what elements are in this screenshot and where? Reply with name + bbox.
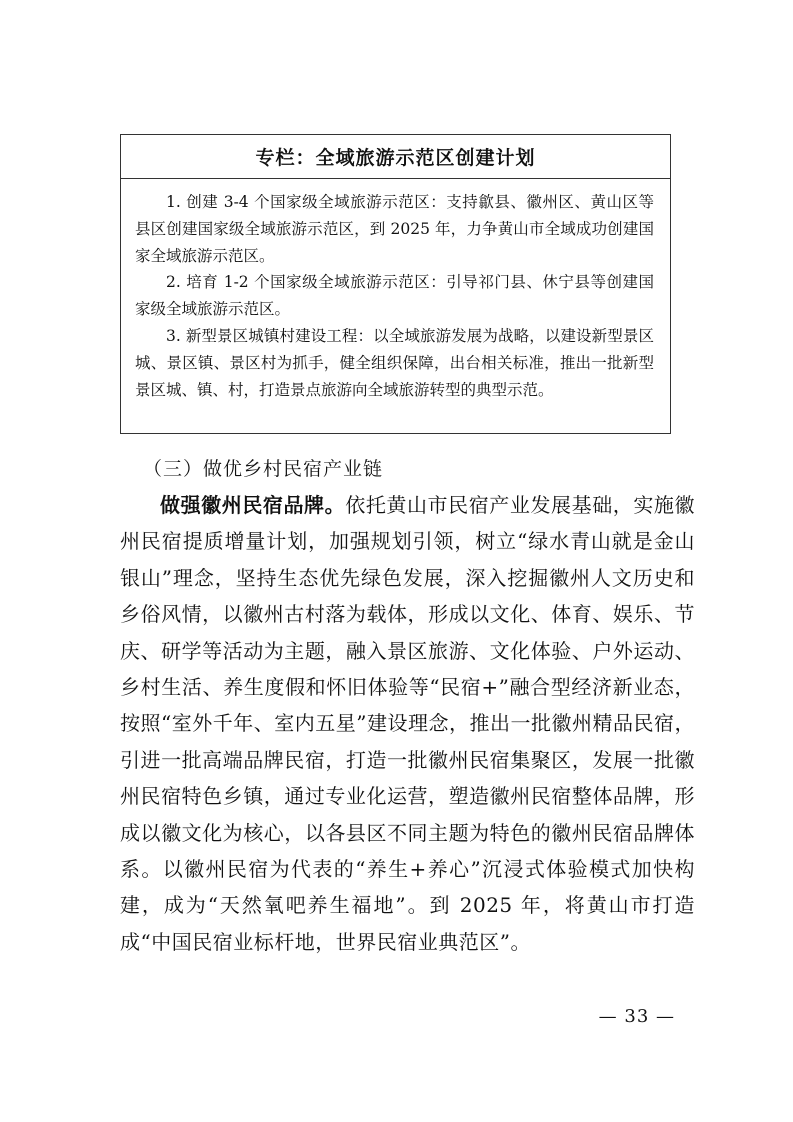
page-number: — 33 — xyxy=(598,1006,675,1027)
column-title: 专栏：全域旅游示范区创建计划 xyxy=(121,135,670,179)
column-box xyxy=(120,134,671,434)
section-heading: （三）做优乡村民宿产业链 xyxy=(143,458,384,480)
column-item: 1. 创建 3-4 个国家级全域旅游示范区：支持歙县、徽州区、黄山区等县区创建国家级全域旅游示范区，到 2025 年，力争黄山市全域成功创建国家全域旅游示范区。 xyxy=(135,193,654,265)
column-item: 3. 新型景区城镇村建设工程：以全域旅游发展为战略，以建设新型景区城、景区镇、景区村为抓手，健全组织保障，出台相关标准，推出一批新型景区城、镇、村，打造景点旅游向全域旅游转型的典型示范。 xyxy=(135,326,654,399)
paragraph-lead: 做强徽州民宿品牌。 xyxy=(160,493,346,517)
paragraph-body: 依托黄山市民宿产业发展基础，实施徽州民宿提质增量计划，加强规划引领，树立“绿水青山就是金山银山”理念，坚持生态优先绿色发展，深入挖掘徽州人文历史和乡俗风情，以徽州古村落为载体，形成以文化、体育、娱乐、节庆、研学等活动为主题，融入景区旅游、文化体验、户外运动、乡村生活、养生度假和怀旧体验等“民宿+”融合型经济新业态，按照“室外千年、室内五星”建设理念，推出一批徽州精品民宿，引进一批高端品牌民宿，打造一批徽州民宿集聚区，发展一批徽州民宿特色乡镇，通过专业化运营，塑造徽州民宿整体品牌，形成以徽文化为核心，以各县区不同主题为特色的徽州民宿品牌体系。以徽州民宿为代表的“养生+养心”沉浸式体验模式加快构建，成为“天然氧吧养生福地”。到 2025 年，将黄山市打造成“中国民宿业标杆地，世界民宿业典范区”。 xyxy=(120,493,696,954)
column-item: 2. 培育 1-2 个国家级全域旅游示范区：引导祁门县、休宁县等创建国家级全域旅游示范区。 xyxy=(135,273,654,319)
column-body xyxy=(121,179,670,403)
body-paragraph xyxy=(120,487,695,960)
